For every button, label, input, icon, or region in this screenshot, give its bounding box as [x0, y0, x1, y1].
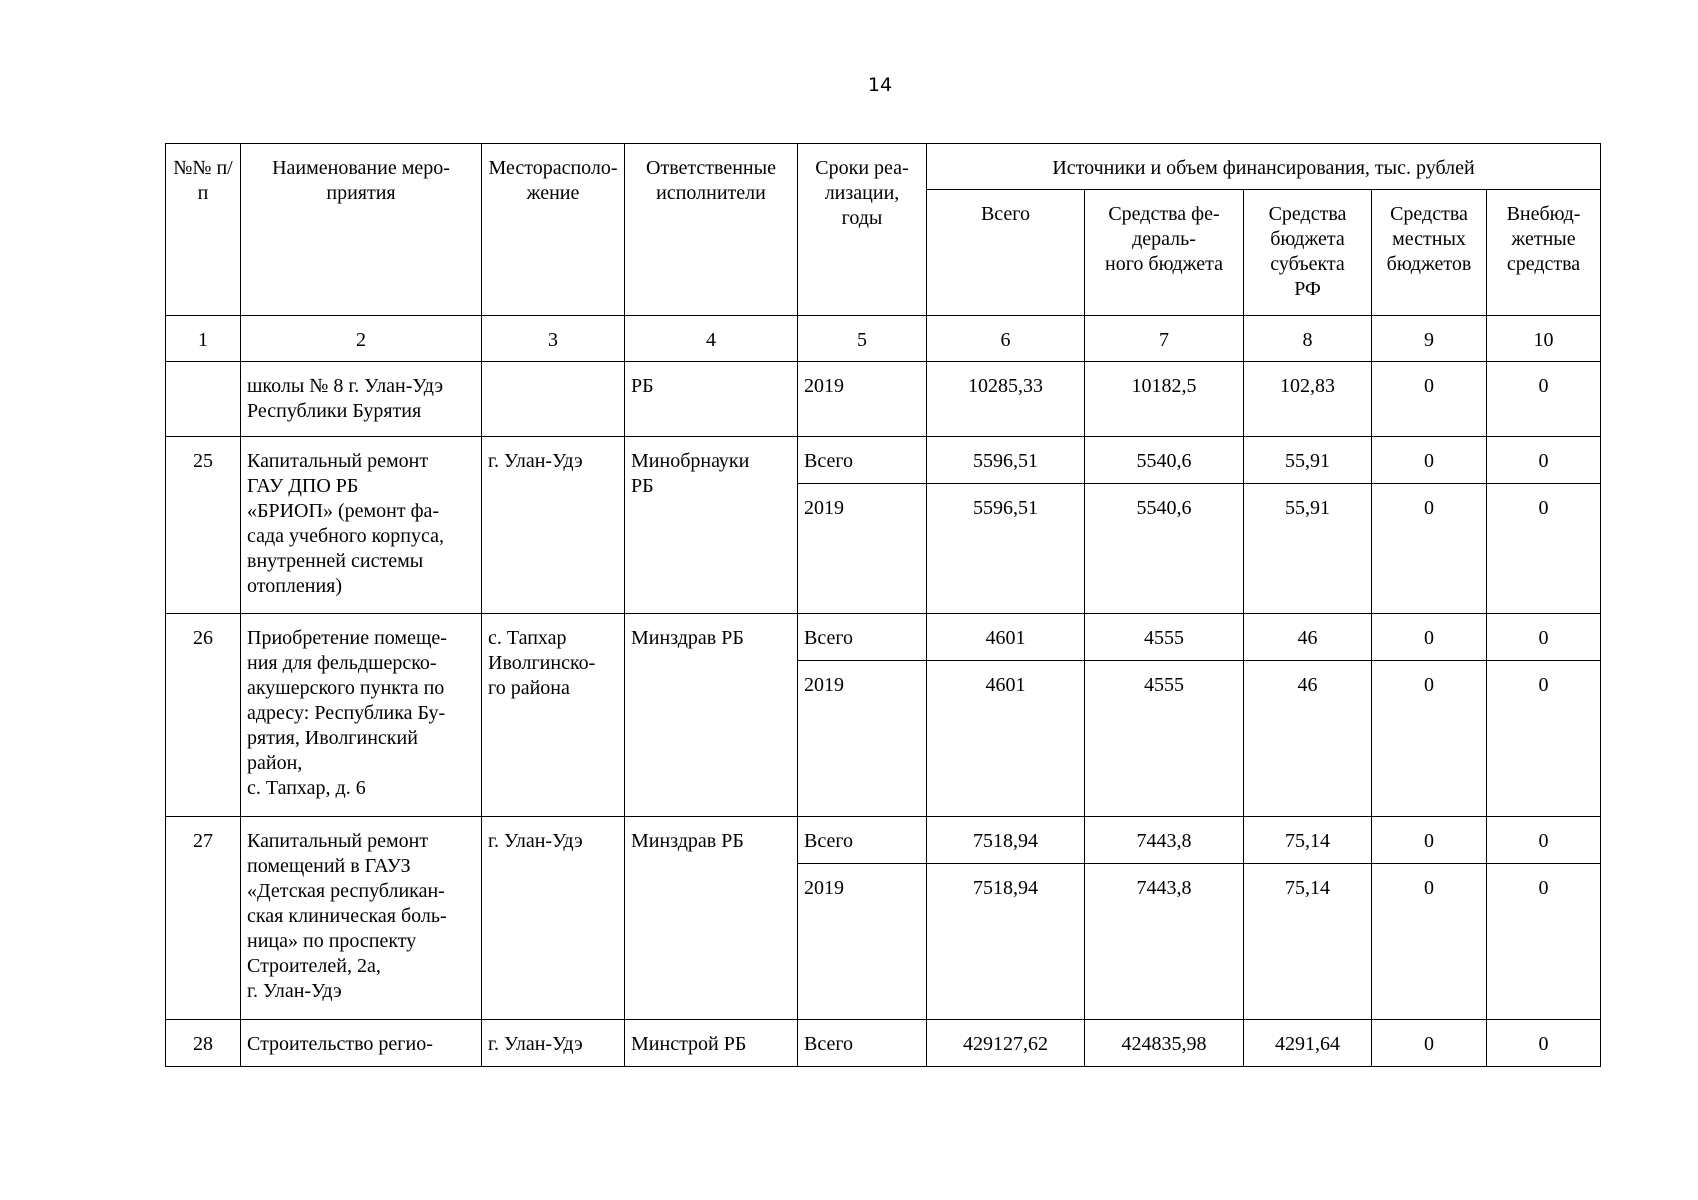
row-executor: Минстрой РБ	[625, 1020, 798, 1067]
row-num: 28	[166, 1020, 241, 1067]
row-local: 0	[1372, 864, 1487, 1020]
row-regional: 55,91	[1244, 484, 1372, 614]
row-offbudget: 0	[1487, 437, 1601, 484]
row-local: 0	[1372, 817, 1487, 864]
row-local: 0	[1372, 614, 1487, 661]
column-number: 10	[1487, 316, 1601, 362]
header-federal: Средства фе- дераль- ного бюджета	[1085, 190, 1244, 316]
row-executor: Минобрнауки РБ	[625, 437, 798, 614]
row-period: 2019	[798, 484, 927, 614]
header-period: Сроки реа- лизации, годы	[798, 144, 927, 316]
row-regional: 75,14	[1244, 817, 1372, 864]
row-offbudget: 0	[1487, 1020, 1601, 1067]
row-regional: 46	[1244, 614, 1372, 661]
row-period: 2019	[798, 661, 927, 817]
row-local: 0	[1372, 437, 1487, 484]
table-row	[166, 614, 1601, 661]
row-total: 5596,51	[927, 484, 1085, 614]
header-regional: Средства бюджета субъекта РФ	[1244, 190, 1372, 316]
row-federal: 424835,98	[1085, 1020, 1244, 1067]
header-num: №№ п/п	[166, 144, 241, 316]
row-name: Капитальный ремонт ГАУ ДПО РБ «БРИОП» (ремонт фа- сада учебного корпуса, внутренней системы отопления)	[241, 437, 482, 614]
row-federal: 10182,5	[1085, 362, 1244, 437]
row-federal: 5540,6	[1085, 437, 1244, 484]
row-name: Приобретение помеще- ния для фельдшерско- акушерского пункта по адресу: Республика Бу- рятия, Иволгинский район, с. Тапхар, д. 6	[241, 614, 482, 817]
row-period: Всего	[798, 614, 927, 661]
row-offbudget: 0	[1487, 614, 1601, 661]
row-period: Всего	[798, 437, 927, 484]
row-location: г. Улан-Удэ	[482, 437, 625, 614]
row-regional: 46	[1244, 661, 1372, 817]
row-federal: 4555	[1085, 661, 1244, 817]
row-federal: 7443,8	[1085, 864, 1244, 1020]
row-name: школы № 8 г. Улан-Удэ Республики Бурятия	[241, 362, 482, 437]
row-num: 25	[166, 437, 241, 614]
row-local: 0	[1372, 362, 1487, 437]
row-total: 5596,51	[927, 437, 1085, 484]
row-location: с. Тапхар Иволгинско- го района	[482, 614, 625, 817]
row-name: Строительство регио-	[241, 1020, 482, 1067]
header-location: Месторасполо- жение	[482, 144, 625, 316]
row-total: 4601	[927, 614, 1085, 661]
table-row	[166, 1020, 1601, 1067]
funding-table	[165, 143, 1601, 1067]
row-federal: 5540,6	[1085, 484, 1244, 614]
row-regional: 75,14	[1244, 864, 1372, 1020]
row-executor: Минздрав РБ	[625, 614, 798, 817]
column-numbers-row	[166, 316, 1601, 362]
page-number: 14	[867, 74, 893, 96]
row-regional: 55,91	[1244, 437, 1372, 484]
row-period: 2019	[798, 864, 927, 1020]
row-total: 4601	[927, 661, 1085, 817]
row-executor: Минздрав РБ	[625, 817, 798, 1020]
row-local: 0	[1372, 1020, 1487, 1067]
row-num	[166, 362, 241, 437]
row-name: Капитальный ремонт помещений в ГАУЗ «Детская республикан- ская клиническая боль- ница» по проспекту Строителей, 2а, г. Улан-Удэ	[241, 817, 482, 1020]
column-number: 6	[927, 316, 1085, 362]
row-regional: 102,83	[1244, 362, 1372, 437]
row-location: г. Улан-Удэ	[482, 1020, 625, 1067]
header-name: Наименование меро- приятия	[241, 144, 482, 316]
header-offbudget: Внебюд- жетные средства	[1487, 190, 1601, 316]
header-local: Средства местных бюджетов	[1372, 190, 1487, 316]
row-offbudget: 0	[1487, 362, 1601, 437]
column-number: 8	[1244, 316, 1372, 362]
column-number: 1	[166, 316, 241, 362]
column-number: 9	[1372, 316, 1487, 362]
column-number: 7	[1085, 316, 1244, 362]
column-number: 2	[241, 316, 482, 362]
row-total: 429127,62	[927, 1020, 1085, 1067]
row-executor: РБ	[625, 362, 798, 437]
row-offbudget: 0	[1487, 661, 1601, 817]
row-location: г. Улан-Удэ	[482, 817, 625, 1020]
table-row	[166, 362, 1601, 437]
row-location	[482, 362, 625, 437]
row-total: 7518,94	[927, 817, 1085, 864]
column-number: 5	[798, 316, 927, 362]
row-regional: 4291,64	[1244, 1020, 1372, 1067]
header-funding: Источники и объем финансирования, тыс. рублей	[927, 144, 1601, 190]
row-offbudget: 0	[1487, 817, 1601, 864]
table-row	[166, 437, 1601, 484]
row-period: Всего	[798, 1020, 927, 1067]
table-row	[166, 817, 1601, 864]
row-total: 10285,33	[927, 362, 1085, 437]
header-executors: Ответственные исполнители	[625, 144, 798, 316]
row-offbudget: 0	[1487, 864, 1601, 1020]
row-period: 2019	[798, 362, 927, 437]
row-federal: 4555	[1085, 614, 1244, 661]
row-period: Всего	[798, 817, 927, 864]
row-num: 27	[166, 817, 241, 1020]
row-local: 0	[1372, 484, 1487, 614]
row-offbudget: 0	[1487, 484, 1601, 614]
header-total: Всего	[927, 190, 1085, 316]
row-federal: 7443,8	[1085, 817, 1244, 864]
row-num: 26	[166, 614, 241, 817]
column-number: 4	[625, 316, 798, 362]
row-total: 7518,94	[927, 864, 1085, 1020]
row-local: 0	[1372, 661, 1487, 817]
column-number: 3	[482, 316, 625, 362]
